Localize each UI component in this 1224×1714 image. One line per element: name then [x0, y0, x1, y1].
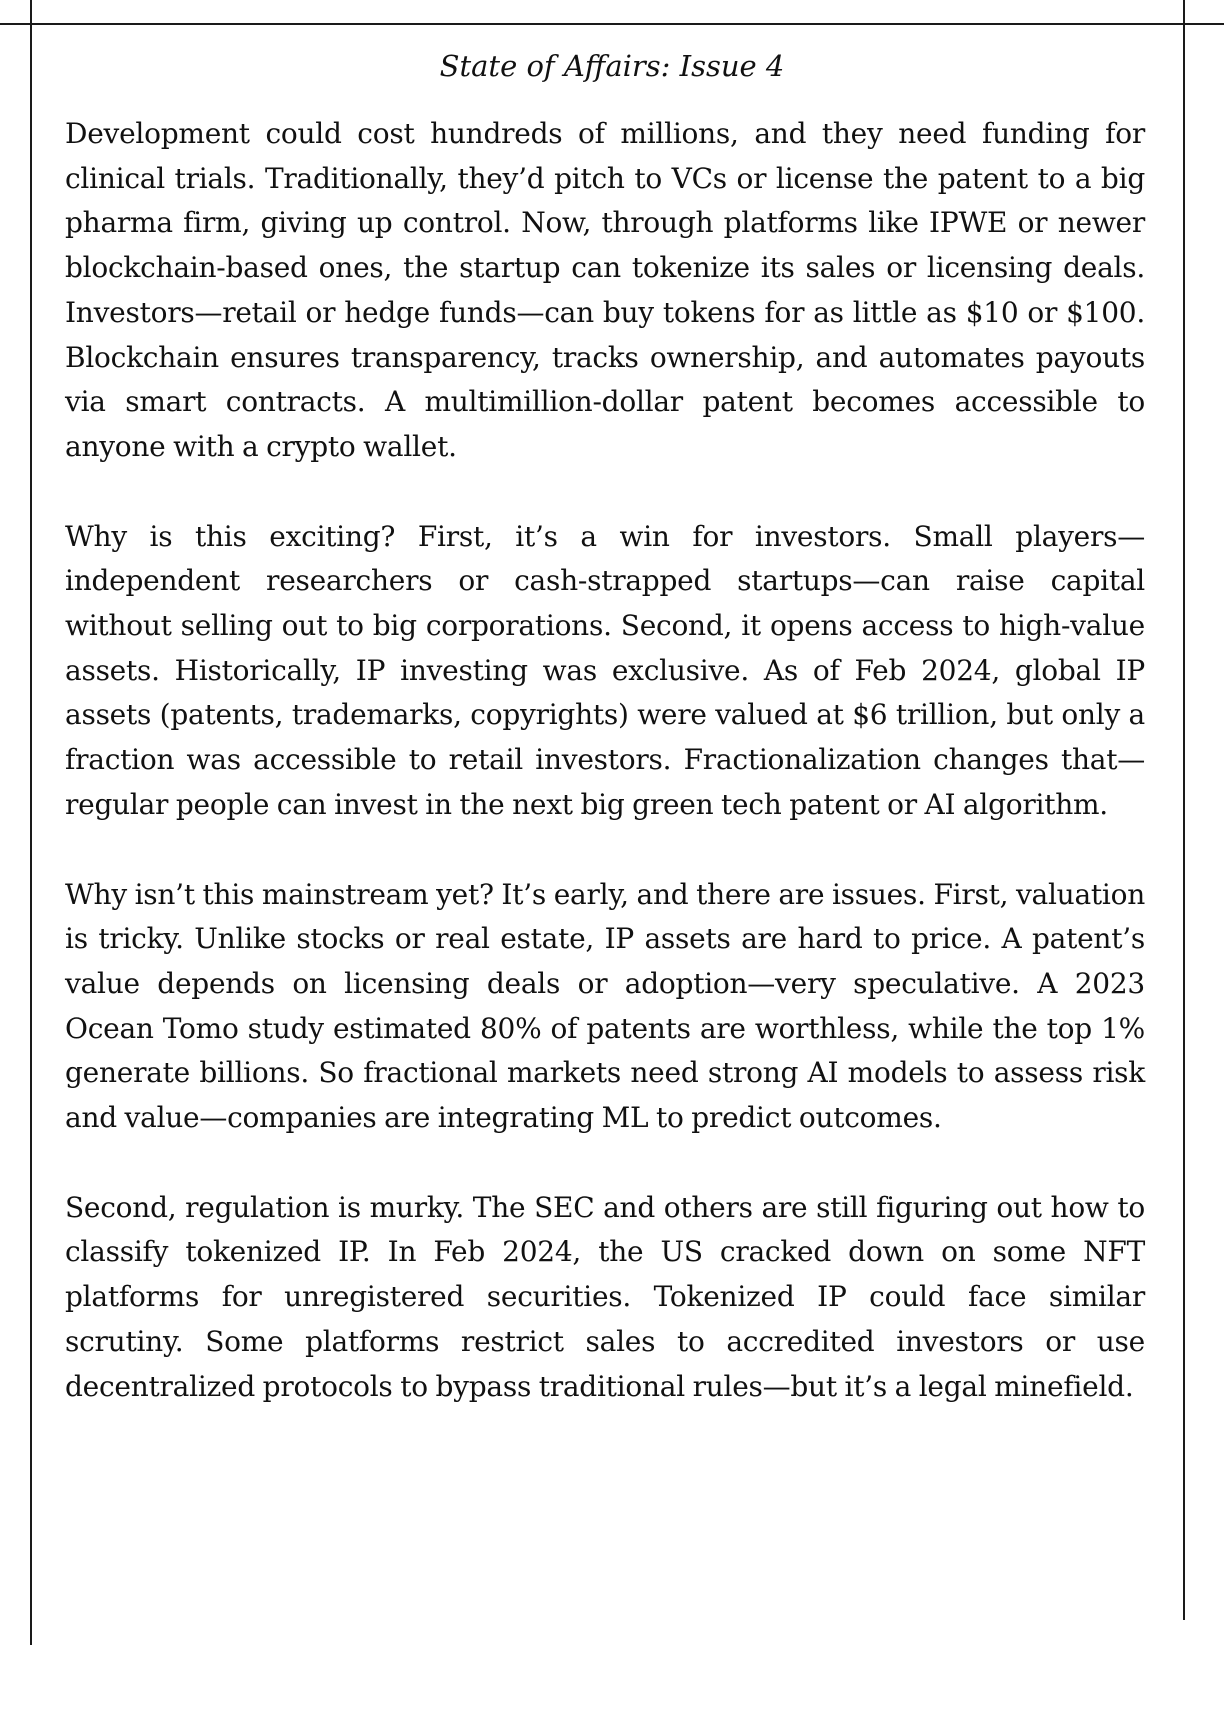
left-margin-rule — [30, 0, 32, 1645]
paragraph-funding: Development could cost hundreds of millions, and they need funding for clinical trials. Traditionally, they’d pitch to VCs or license the patent to a big pharma firm, giving up control. Now, through platforms like IPWE or newer blockchain-based ones, the startup can tokenize its sales or licensing deals. Investors—retail or hedge funds—can buy tokens for as little as $10 or $100. Blockchain ensures transparency, tracks ownership, and automates payouts via smart contracts. A multimillion-dollar patent becomes accessible to anyone with a crypto wallet. — [65, 117, 1145, 463]
paragraph-regulation: Second, regulation is murky. The SEC and others are still figuring out how to classify tokenized IP. In Feb 2024, the US cracked down on some NFT platforms for unregistered securities. Tokenized IP could face similar scrutiny. Some platforms restrict sales to accredited investors or use decentralized protocols to bypass traditional rules—but it’s a legal minefield. — [65, 1190, 1145, 1403]
paragraph-why-not-mainstream: Why isn’t this mainstream yet? It’s early, and there are issues. First, valuation is tricky. Unlike stocks or real estate, IP assets are hard to price. A patent’s value depends on licensing deals or adoption—very speculative. A 2023 Ocean Tomo study estimated 80% of patents are worthless, while the top 1% generate billions. So fractional markets need strong AI models to assess risk and value—companies are integrating ML to predict outcomes. — [65, 877, 1145, 1135]
right-margin-rule — [1183, 0, 1185, 1620]
page-title: State of Affairs: Issue 4 — [439, 49, 785, 83]
article-body — [65, 112, 1145, 1454]
top-rule — [0, 23, 1224, 25]
paragraph-why-exciting: Why is this exciting? First, it’s a win for investors. Small players—independent researchers or cash-strapped startups—can raise capital without selling out to big corporations. Second, it opens access to high-value assets. Historically, IP investing was exclusive. As of Feb 2024, global IP assets (patents, trademarks, copyrights) were valued at $6 trillion, but only a fraction was accessible to retail investors. Fractionalization changes that—regular people can invest in the next big green tech patent or AI algorithm. — [65, 519, 1145, 821]
